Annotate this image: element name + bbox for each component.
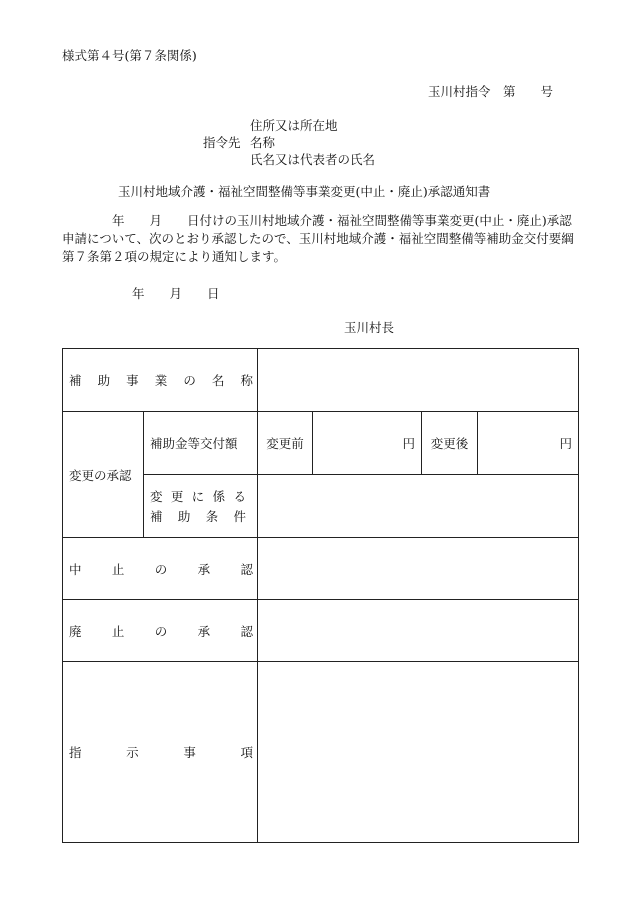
row1-label-char: 助 xyxy=(97,373,111,388)
abolish-approval-value[interactable] xyxy=(258,600,579,662)
form-number: 様式第４号(第７条関係) xyxy=(62,48,197,63)
after-amount[interactable]: 円 xyxy=(478,412,579,475)
row-grant-amount xyxy=(63,412,579,475)
addressee-representative: 氏名又は代表者の氏名 xyxy=(250,152,376,167)
instructions-label xyxy=(63,662,258,843)
row1-label-char: 補 xyxy=(69,373,82,388)
grant-amount-label: 補助金等交付額 xyxy=(144,412,258,475)
abolish-approval-label xyxy=(63,600,258,662)
issuer: 玉川村長 xyxy=(344,320,395,335)
cond-line1-char: る xyxy=(233,489,246,504)
row-abolish-approval xyxy=(63,600,579,662)
cancel-label-char: 承 xyxy=(197,561,211,577)
document-title: 玉川村地域介護・福祉空間整備等事業変更(中止・廃止)承認通知書 xyxy=(118,184,491,199)
project-name-value[interactable] xyxy=(258,349,579,412)
instructions-label-char: 項 xyxy=(240,745,253,760)
cond-line1-char: 更 xyxy=(170,489,184,504)
project-name-label xyxy=(63,349,258,412)
instructions-label-char: 示 xyxy=(126,745,139,760)
row-cancel-approval xyxy=(63,538,579,600)
cancel-label-char: 認 xyxy=(240,561,254,577)
instructions-label-char: 事 xyxy=(183,745,196,760)
issue-date: 年 月 日 xyxy=(132,286,220,301)
cancel-approval-label xyxy=(63,538,258,600)
row-instructions xyxy=(63,662,579,843)
abolish-label-char: の xyxy=(154,623,168,639)
row1-label-char: 名 xyxy=(211,373,225,388)
row1-label-char: 称 xyxy=(240,373,253,388)
row1-label-char: 業 xyxy=(154,373,168,388)
cancel-approval-value[interactable] xyxy=(258,538,579,600)
after-label: 変更後 xyxy=(422,412,478,475)
order-number: 玉川村指令 第 号 xyxy=(428,84,554,99)
addressee-label: 指令先 xyxy=(203,135,241,150)
cond-line2-char: 助 xyxy=(177,509,191,524)
cond-line1-char: 係 xyxy=(212,489,226,504)
cond-line2-char: 条 xyxy=(205,509,219,524)
cond-line2-char: 件 xyxy=(233,509,246,524)
row1-label-char: の xyxy=(183,373,196,388)
row-project-name xyxy=(63,349,579,412)
addressee-address: 住所又は所在地 xyxy=(250,118,338,133)
cond-line2-char: 補 xyxy=(150,509,163,524)
abolish-label-char: 認 xyxy=(240,623,254,639)
abolish-label-char: 廃 xyxy=(69,623,82,639)
grant-conditions-value[interactable] xyxy=(258,475,579,538)
before-amount[interactable]: 円 xyxy=(313,412,422,475)
approval-table xyxy=(62,348,579,843)
body-paragraph: 年 月 日付けの玉川村地域介護・福祉空間整備等事業変更(中止・廃止)承認申請について、次のとおり承認したので、玉川村地域介護・福祉空間整備等補助金交付要綱第７条第２項の規定により通知します。 xyxy=(62,213,574,264)
instructions-label-char: 指 xyxy=(69,745,82,760)
change-approval-label: 変更の承認 xyxy=(63,412,144,538)
cond-line1-char: に xyxy=(191,489,205,504)
grant-conditions-label xyxy=(144,475,258,538)
before-label: 変更前 xyxy=(258,412,313,475)
abolish-label-char: 承 xyxy=(197,623,211,639)
addressee-name: 名称 xyxy=(250,135,276,150)
cancel-label-char: 止 xyxy=(111,561,125,577)
cancel-label-char: の xyxy=(154,561,168,577)
cancel-label-char: 中 xyxy=(69,561,82,577)
cond-line1-char: 変 xyxy=(150,489,163,504)
row1-label-char: 事 xyxy=(126,373,139,388)
instructions-value[interactable] xyxy=(258,662,579,843)
abolish-label-char: 止 xyxy=(111,623,125,639)
